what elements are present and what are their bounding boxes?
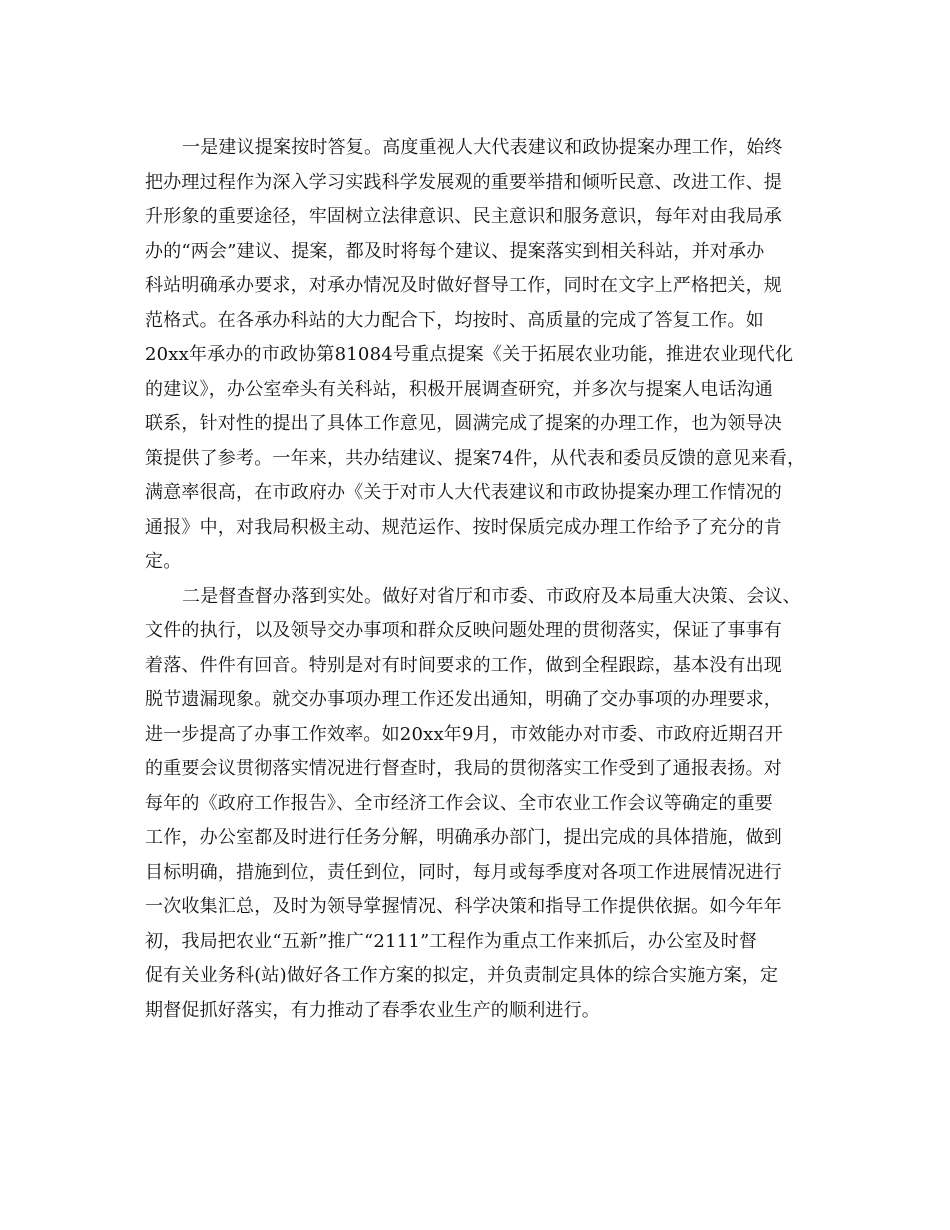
paragraph-line: 着落、件件有回音。特别是对有时间要求的工作，做到全程跟踪，基本没有出现: [145, 654, 782, 676]
paragraph-line: 促有关业务科(站)做好各工作方案的拟定，并负责制定具体的综合实施方案，定: [145, 965, 779, 986]
paragraph-line: 把办理过程作为深入学习实践科学发展观的重要举措和倾听民意、改进工作、提: [145, 171, 782, 193]
paragraph-line: 科站明确承办要求，对承办情况及时做好督导工作，同时在文字上严格把关，规: [145, 275, 782, 296]
paragraph-line: 的建议》，办公室牵头有关科站，积极开展调查研究，并多次与提案人电话沟通: [145, 378, 773, 400]
paragraph-line: 办的“两会”建议、提案，都及时将每个建议、提案落实到相关科站，并对承办: [145, 240, 765, 262]
paragraph-line: 进一步提高了办事工作效率。如20xx年9月，市效能办对市委、市政府近期召开: [145, 723, 784, 745]
paragraph-line: 工作，办公室都及时进行任务分解，明确承办部门，提出完成的具体措施，做到: [145, 827, 782, 848]
paragraph-line: 升形象的重要途径，牢固树立法律意识、民主意识和服务意识，每年对由我局承: [145, 206, 782, 227]
paragraph-line: 初，我局把农业“五新”推广“2111”工程作为重点工作来抓后，办公室及时督: [145, 930, 758, 952]
paragraph-line: 的重要会议贯彻落实情况进行督查时，我局的贯彻落实工作受到了通报表扬。对: [145, 758, 782, 779]
paragraph-suggestions-reply: [145, 131, 815, 580]
paragraph-line: 期督促抓好落实，有力推动了春季农业生产的顺利进行。: [145, 999, 600, 1021]
paragraph-line: 脱节遗漏现象。就交办事项办理工作还发出通知，明确了交办事项的办理要求，: [145, 689, 782, 710]
paragraph-line: 范格式。在各承办科站的大力配合下，均按时、高质量的完成了答复工作。如: [145, 309, 764, 331]
paragraph-line: 每年的《政府工作报告》、全市经济工作会议、全市农业工作会议等确定的重要: [145, 792, 773, 814]
paragraph-line: 联系，针对性的提出了具体工作意见，圆满完成了提案的办理工作，也为领导决: [145, 413, 782, 434]
paragraph-line: 文件的执行，以及领导交办事项和群众反映问题处理的贯彻落实，保证了事事有: [145, 620, 782, 641]
paragraph-line: 一次收集汇总，及时为领导掌握情况、科学决策和指导工作提供依据。如今年年: [145, 896, 782, 917]
paragraph-line: 一是建议提案按时答复。高度重视人大代表建议和政协提案办理工作，始终: [182, 137, 783, 158]
document-body: [145, 131, 815, 1028]
paragraph-line: 目标明确，措施到位，责任到位，同时，每月或每季度对各项工作进展情况进行: [145, 861, 782, 883]
paragraph-line: 满意率很高，在市政府办《关于对市人大代表建议和市政协提案办理工作情况的: [145, 482, 782, 503]
paragraph-line: 定。: [145, 551, 182, 572]
paragraph-line: 通报》中，对我局积极主动、规范运作、按时保质完成办理工作给予了充分的肯: [145, 516, 782, 538]
paragraph-line: 策提供了参考。一年来，共办结建议、提案74件，从代表和委员反馈的意见来看，: [145, 447, 806, 469]
paragraph-line: 20xx年承办的市政协第81084号重点提案《关于拓展农业功能，推进农业现代化: [145, 344, 794, 365]
paragraph-supervision: [145, 580, 815, 1029]
paragraph-line: 二是督查督办落到实处。做好对省厅和市委、市政府及本局重大决策、会议、: [182, 585, 801, 607]
